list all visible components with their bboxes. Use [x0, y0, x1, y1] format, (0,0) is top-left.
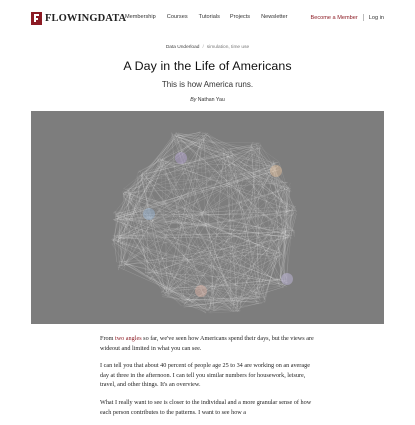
nav-projects[interactable]: Projects	[230, 14, 250, 20]
author-name[interactable]: Nathan Yau	[198, 97, 225, 103]
nav-courses[interactable]: Courses	[167, 14, 188, 20]
byline-prefix: By	[190, 97, 196, 103]
site-header	[0, 0, 415, 34]
activity-cluster	[195, 285, 207, 297]
connection-line	[141, 140, 173, 177]
nav-tutorials[interactable]: Tutorials	[199, 14, 220, 20]
activity-cluster	[143, 208, 155, 220]
nav-newsletter[interactable]: Newsletter	[261, 14, 287, 20]
p1-text-after: so far, we've seen how Americans spend their days, but the views are wideout and limited in what you can see.	[100, 335, 314, 352]
login-link[interactable]: Log in	[369, 15, 384, 21]
divider	[363, 14, 364, 21]
paragraph-3: What I really want to see is closer to the individual and a more granular sense of how each person contributes to the patterns. I want to see how a	[100, 398, 320, 417]
logo-text: FLOWINGDATA	[45, 13, 126, 24]
main-nav	[125, 14, 288, 20]
page-title: A Day in the Life of Americans	[0, 59, 415, 73]
simulation-network	[31, 111, 384, 324]
breadcrumb	[0, 45, 415, 50]
site-logo[interactable]	[31, 11, 126, 25]
account-links	[310, 14, 384, 21]
become-member-link[interactable]: Become a Member	[310, 15, 357, 21]
activity-cluster	[175, 152, 187, 164]
nav-membership[interactable]: Membership	[125, 14, 156, 20]
paragraph-1	[100, 334, 320, 353]
two-angles-link[interactable]: two angles	[115, 335, 142, 342]
connection-line	[215, 252, 277, 311]
breadcrumb-tags[interactable]: simulation, time use	[207, 45, 249, 50]
page-subtitle: This is how America runs.	[0, 80, 415, 89]
breadcrumb-separator: /	[202, 45, 203, 50]
article-body	[100, 334, 320, 425]
breadcrumb-category[interactable]: Data Underload	[166, 45, 200, 50]
activity-cluster	[281, 273, 293, 285]
paragraph-2: I can tell you that about 40 percent of people age 25 to 34 are working on an average day at three in the afternoon. I can tell you similar numbers for housework, leisure, travel, and other things. It's an overview.	[100, 361, 320, 390]
simulation-graphic[interactable]	[31, 111, 384, 324]
flowingdata-logo-icon	[31, 12, 42, 25]
connection-line	[120, 217, 234, 311]
p1-text-before: From	[100, 335, 115, 342]
activity-cluster	[270, 165, 282, 177]
byline	[0, 97, 415, 103]
connection-line	[284, 185, 291, 192]
